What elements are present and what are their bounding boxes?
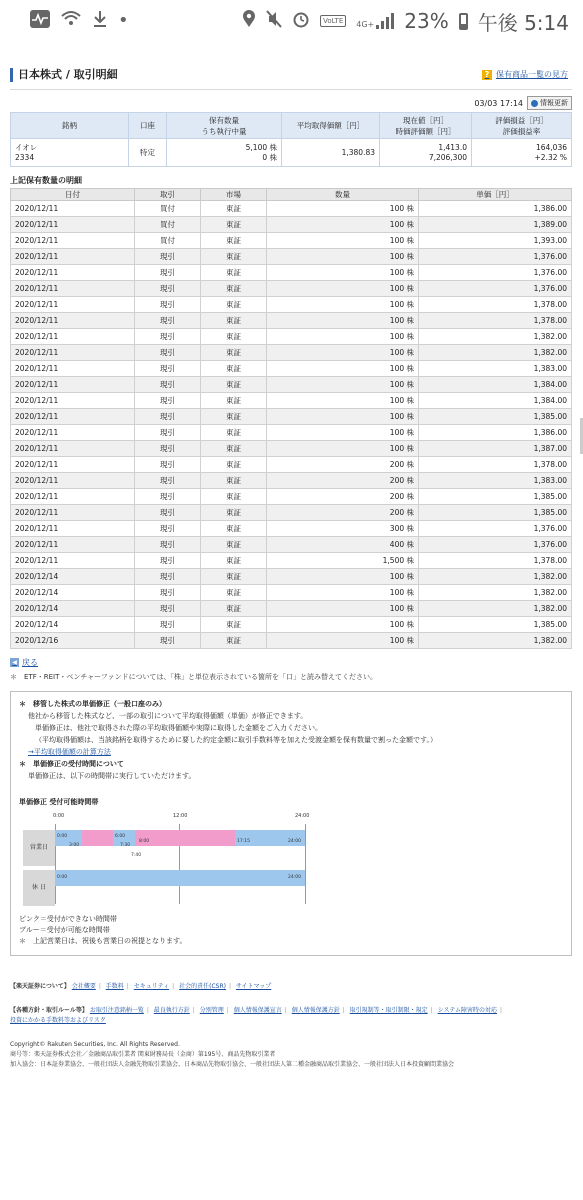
row-market: 東証: [201, 281, 267, 297]
date-row: [10, 94, 572, 112]
timetable-legend: [19, 914, 561, 947]
holding-summary-table: [10, 112, 572, 167]
update-button[interactable]: [527, 96, 572, 110]
label-0730: 7:30: [120, 843, 131, 848]
detail-row: [11, 409, 572, 425]
row-trade: 現引: [135, 569, 201, 585]
status-right: [242, 7, 569, 36]
row-quantity: 200 株: [267, 473, 419, 489]
detail-row: [11, 473, 572, 489]
avg-price: 1,380.83: [282, 139, 380, 167]
row-market: 東証: [201, 393, 267, 409]
row-date: 2020/12/11: [11, 489, 135, 505]
row-date: 2020/12/11: [11, 425, 135, 441]
download-icon: [92, 10, 108, 32]
row-trade: 買付: [135, 201, 201, 217]
row-trade: 現引: [135, 249, 201, 265]
row-date: 2020/12/11: [11, 313, 135, 329]
row-trade: 現引: [135, 553, 201, 569]
col-date: 日付: [11, 189, 135, 201]
stock-name-cell[interactable]: [11, 139, 129, 167]
row-quantity: 300 株: [267, 521, 419, 537]
row-unit-price: 1,382.00: [419, 633, 572, 649]
row-market: 東証: [201, 249, 267, 265]
detail-row: [11, 201, 572, 217]
timetable-title: 単価修正 受付可能時間帯: [19, 798, 99, 806]
bar-unavailable-2: [135, 830, 235, 846]
activity-icon: [30, 10, 50, 32]
row-date: 2020/12/11: [11, 361, 135, 377]
help-link[interactable]: [482, 69, 568, 80]
detail-row: [11, 601, 572, 617]
alarm-icon: [292, 10, 310, 32]
bar-available-holiday: [55, 870, 305, 886]
info-text-1: 他社から移管した株式など、一部の取引について平均取得価額（単価）が修正できます。: [28, 712, 308, 720]
row-market: 東証: [201, 553, 267, 569]
row-unit-price: 1,386.00: [419, 425, 572, 441]
battery-percent: 23%: [404, 9, 449, 33]
row-date: 2020/12/11: [11, 457, 135, 473]
col-qty: [167, 113, 282, 139]
row-date: 2020/12/11: [11, 345, 135, 361]
detail-row: [11, 553, 572, 569]
row-market: 東証: [201, 441, 267, 457]
detail-row: [11, 233, 572, 249]
etf-note: ＊ ETF・REIT・ベンチャーファンドについては、「株」と単位表示されている箇所を「口」と読み替えてください。: [10, 673, 378, 681]
row-unit-price: 1,378.00: [419, 313, 572, 329]
detail-row: [11, 441, 572, 457]
price-cell: [380, 139, 472, 167]
detail-row: [11, 265, 572, 281]
detail-row: [11, 537, 572, 553]
row-unit-price: 1,376.00: [419, 537, 572, 553]
row-market: 東証: [201, 329, 267, 345]
row-quantity: 100 株: [267, 361, 419, 377]
executing-qty: 0 株: [262, 152, 277, 162]
label-0800: 8:00: [139, 839, 150, 844]
footer-copyright: Copyright© Rakuten Securities, Inc. All Rights Reserved.: [10, 1041, 180, 1048]
detail-row: [11, 569, 572, 585]
row-trade: 現引: [135, 409, 201, 425]
row-date: 2020/12/14: [11, 617, 135, 633]
row-quantity: 100 株: [267, 601, 419, 617]
row-market: 東証: [201, 313, 267, 329]
grid-line-end: [305, 824, 306, 904]
refresh-icon: [531, 100, 538, 107]
row-trade: 現引: [135, 505, 201, 521]
row-unit-price: 1,383.00: [419, 361, 572, 377]
detail-row: [11, 345, 572, 361]
footer-company-row: 【楽天証券について】 会社概要 | 手数料 | セキュリティ | 社会的責任(CSR) | サイトマップ: [10, 983, 272, 990]
detail-row: [11, 393, 572, 409]
row-market: 東証: [201, 537, 267, 553]
network-type: 4G+: [356, 20, 375, 29]
row-date: 2020/12/11: [11, 249, 135, 265]
row-unit-price: 1,378.00: [419, 457, 572, 473]
detail-row: [11, 633, 572, 649]
row-trade: 現引: [135, 345, 201, 361]
row-trade: 現引: [135, 361, 201, 377]
col-market: 市場: [201, 189, 267, 201]
account-type: 特定: [129, 139, 167, 167]
help-link-label: 保有商品一覧の見方: [496, 70, 568, 79]
detail-row: [11, 329, 572, 345]
tick-start: 0:00: [53, 813, 65, 819]
row-market: 東証: [201, 217, 267, 233]
footer-link-best-execution[interactable]: 最良執行方針: [153, 1007, 190, 1014]
row-quantity: 100 株: [267, 297, 419, 313]
row-quantity: 1,500 株: [267, 553, 419, 569]
row-trade: 現引: [135, 585, 201, 601]
row-trade: 現引: [135, 617, 201, 633]
detail-table: [10, 188, 572, 649]
row-market: 東証: [201, 473, 267, 489]
row-trade: 現引: [135, 521, 201, 537]
row-unit-price: 1,384.00: [419, 377, 572, 393]
row-quantity: 200 株: [267, 457, 419, 473]
row-market: 東証: [201, 569, 267, 585]
footer-link-privacy-declaration[interactable]: 個人情報保護宣言: [233, 1007, 282, 1014]
row-date: 2020/12/11: [11, 233, 135, 249]
label-0740: 7:40: [131, 853, 142, 858]
detail-row: [11, 249, 572, 265]
detail-row: [11, 281, 572, 297]
row-market: 東証: [201, 601, 267, 617]
notification-dot-icon: •: [118, 10, 129, 31]
col-price-line2: 時価評価額［円］: [395, 126, 456, 136]
status-left: [30, 10, 129, 32]
detail-row: [11, 313, 572, 329]
footer-link-sitemap[interactable]: サイトマップ: [235, 983, 272, 990]
back-link-label: 戻る: [22, 658, 38, 667]
row-trade: 現引: [135, 473, 201, 489]
info-text-3: （平均取得価額は、当該銘柄を取得するために要した約定金額に取引手数料等を加えた受渡金額を保有数量で割った金額です。）: [35, 736, 437, 744]
info-text-4: 単価修正は、以下の時間帯に実行していただけます。: [28, 772, 196, 780]
row-market: 東証: [201, 297, 267, 313]
col-pl: [472, 113, 572, 139]
row-trade: 現引: [135, 633, 201, 649]
detail-header-row: [11, 189, 572, 201]
footer-policy-heading: 【各種方針・取引ルール等】: [10, 1007, 88, 1014]
row-trade: 現引: [135, 393, 201, 409]
label-2400: 24:00: [288, 839, 301, 844]
label-holiday-0000: 0:00: [57, 875, 68, 880]
profit-loss-rate: +2.32 %: [534, 152, 567, 162]
info-heading-transfer: ＊ 移管した株式の単価修正（一般口座のみ）: [19, 700, 166, 708]
row-quantity: 100 株: [267, 281, 419, 297]
row-trade: 現引: [135, 425, 201, 441]
row-trade: 現引: [135, 441, 201, 457]
row-quantity: 400 株: [267, 537, 419, 553]
footer-link-regulations[interactable]: 取引規制等・取引制限・規定: [349, 1007, 428, 1014]
row-date: 2020/12/11: [11, 553, 135, 569]
row-market: 東証: [201, 633, 267, 649]
row-market: 東証: [201, 505, 267, 521]
row-quantity: 100 株: [267, 329, 419, 345]
row-quantity: 100 株: [267, 569, 419, 585]
col-qty-line2: うち執行中量: [201, 126, 247, 136]
col-pl-line2: 評価損益率: [502, 126, 541, 136]
holding-qty: 5,100 株: [245, 142, 277, 152]
row-unit-price: 1,383.00: [419, 473, 572, 489]
last-updated: 03/03 17:14: [474, 98, 523, 108]
row-market: 東証: [201, 521, 267, 537]
footer-link-caution[interactable]: お取引注意銘柄一覧: [89, 1007, 144, 1014]
row-quantity: 100 株: [267, 265, 419, 281]
summary-row: [11, 139, 572, 167]
label-1715: 17:15: [237, 839, 250, 844]
info-heading-hours: ＊ 単価修正の受付時間について: [19, 760, 124, 768]
detail-row: [11, 505, 572, 521]
row-quantity: 100 株: [267, 425, 419, 441]
detail-row: [11, 377, 572, 393]
row-unit-price: 1,382.00: [419, 569, 572, 585]
col-price-line1: 現在値［円］: [403, 115, 448, 125]
back-link[interactable]: [10, 657, 572, 668]
row-unit-price: 1,382.00: [419, 601, 572, 617]
row-trade: 現引: [135, 457, 201, 473]
row-date: 2020/12/11: [11, 329, 135, 345]
summary-header-row: [11, 113, 572, 139]
footer-link-company[interactable]: 会社概要: [71, 983, 96, 990]
row-unit-price: 1,382.00: [419, 345, 572, 361]
tick-noon: 12:00: [173, 813, 188, 819]
row-quantity: 100 株: [267, 313, 419, 329]
row-date: 2020/12/11: [11, 505, 135, 521]
row-quantity: 100 株: [267, 441, 419, 457]
footer: [10, 982, 572, 1070]
tick-end: 24:00: [295, 813, 310, 819]
row-trade: 現引: [135, 377, 201, 393]
row-date: 2020/12/11: [11, 537, 135, 553]
legend-note: ＊ 上記営業日は、祝後も営業日の祝提となります。: [19, 937, 187, 945]
col-price: [380, 113, 472, 139]
footer-link-csr[interactable]: 社会的責任(CSR): [179, 983, 226, 990]
detail-row: [11, 217, 572, 233]
row-unit-price: 1,385.00: [419, 617, 572, 633]
detail-row: [11, 425, 572, 441]
col-trade: 取引: [135, 189, 201, 201]
back-arrow-icon: ◀: [10, 658, 19, 667]
detail-row: [11, 489, 572, 505]
row-quantity: 100 株: [267, 409, 419, 425]
col-account: 口座: [129, 113, 167, 139]
row-date: 2020/12/14: [11, 601, 135, 617]
row-quantity: 200 株: [267, 505, 419, 521]
col-avg: 平均取得価額［円］: [282, 113, 380, 139]
row-quantity: 100 株: [267, 249, 419, 265]
row-unit-price: 1,382.00: [419, 585, 572, 601]
row-date: 2020/12/11: [11, 521, 135, 537]
row-market: 東証: [201, 617, 267, 633]
footer-link-privacy-policy[interactable]: 個人情報保護方針: [291, 1007, 340, 1014]
footer-link-fees[interactable]: 手数料: [105, 983, 124, 990]
row-unit-price: 1,376.00: [419, 249, 572, 265]
row-quantity: 100 株: [267, 233, 419, 249]
row-quantity: 100 株: [267, 617, 419, 633]
row-unit-price: 1,386.00: [419, 201, 572, 217]
row-quantity: 100 株: [267, 345, 419, 361]
row-date: 2020/12/11: [11, 281, 135, 297]
detail-row: [11, 585, 572, 601]
row-unit-price: 1,376.00: [419, 281, 572, 297]
row-quantity: 100 株: [267, 393, 419, 409]
row-market: 東証: [201, 201, 267, 217]
row-unit-price: 1,385.00: [419, 505, 572, 521]
row-unit-price: 1,378.00: [419, 297, 572, 313]
row-unit-price: 1,389.00: [419, 217, 572, 233]
stock-name: イオレ: [15, 142, 38, 152]
row-quantity: 100 株: [267, 217, 419, 233]
row-unit-price: 1,393.00: [419, 233, 572, 249]
row-date: 2020/12/11: [11, 377, 135, 393]
help-icon: ?: [482, 70, 492, 80]
row-unit-price: 1,385.00: [419, 489, 572, 505]
col-unit-price: 単価［円］: [419, 189, 572, 201]
mute-icon: [266, 10, 282, 32]
row-trade: 現引: [135, 537, 201, 553]
legend-pink: ピンク＝受付ができない時間帯: [19, 915, 117, 923]
row-date: 2020/12/11: [11, 409, 135, 425]
calc-method-link[interactable]: →平均取得価額の計算方法: [28, 748, 111, 756]
row-quantity: 100 株: [267, 585, 419, 601]
row-trade: 現引: [135, 265, 201, 281]
battery-icon: [459, 13, 468, 30]
footer-link-security[interactable]: セキュリティ: [133, 983, 170, 990]
footer-link-risk[interactable]: 投資にかかる手数料等およびリスク: [10, 1017, 106, 1024]
row-market: 東証: [201, 457, 267, 473]
row-trade: 買付: [135, 233, 201, 249]
row-quantity: 200 株: [267, 489, 419, 505]
row-date: 2020/12/11: [11, 265, 135, 281]
row-date: 2020/12/14: [11, 585, 135, 601]
signal-icon: [356, 13, 394, 29]
col-quantity: 数量: [267, 189, 419, 201]
detail-row: [11, 361, 572, 377]
pl-cell: [472, 139, 572, 167]
footer-policy-row: 【各種方針・取引ルール等】 お取引注意銘柄一覧 | 最良執行方針 | 分別管理 | 個人情報保護宣言 | 個人情報保護方針 | 取引規制等・取引制限・規定 | システム障害時の対応 |: [10, 1007, 503, 1014]
detail-row: [11, 457, 572, 473]
current-price: 1,413.0: [438, 142, 467, 152]
title-row: [10, 62, 572, 90]
info-box: [10, 691, 572, 956]
row-label-business-day: 営業日: [23, 830, 55, 866]
row-unit-price: 1,382.00: [419, 329, 572, 345]
market-value: 7,206,300: [428, 152, 467, 162]
row-market: 東証: [201, 377, 267, 393]
row-trade: 現引: [135, 489, 201, 505]
col-qty-line1: 保有数量: [209, 115, 239, 125]
row-date: 2020/12/11: [11, 201, 135, 217]
row-market: 東証: [201, 265, 267, 281]
profit-loss: 164,036: [535, 142, 567, 152]
row-date: 2020/12/11: [11, 217, 135, 233]
label-0600: 6:00: [115, 834, 126, 839]
label-holiday-2400: 24:00: [288, 875, 301, 880]
row-unit-price: 1,376.00: [419, 265, 572, 281]
row-date: 2020/12/11: [11, 297, 135, 313]
wifi-calling-icon: [60, 10, 82, 32]
page-title: 日本株式 / 取引明細: [10, 68, 118, 82]
row-quantity: 100 株: [267, 201, 419, 217]
row-market: 東証: [201, 489, 267, 505]
row-trade: 現引: [135, 601, 201, 617]
row-date: 2020/12/11: [11, 441, 135, 457]
detail-section-title: 上記保有数量の明細: [10, 176, 82, 185]
row-market: 東証: [201, 585, 267, 601]
bar-unavailable-1: [82, 830, 113, 846]
label-0000: 0:00: [57, 834, 68, 839]
footer-link-system-failure[interactable]: システム障害時の対応: [437, 1007, 498, 1014]
row-date: 2020/12/11: [11, 393, 135, 409]
row-trade: 現引: [135, 297, 201, 313]
footer-associations: 加入協会：日本証券業協会、一般社団法人金融先物取引業協会、日本商品先物取引協会、一般社団法人第二種金融商品取引業協会、一般社団法人日本投資顧問業協会: [10, 1061, 455, 1068]
update-button-label: 情報更新: [540, 99, 568, 107]
info-text-2: 単価修正は、他社で取得された際の平均取得価額や実際に取得した金額をご入力ください。: [35, 724, 322, 732]
quantity-cell: [167, 139, 282, 167]
footer-link-segregation[interactable]: 分別管理: [199, 1007, 224, 1014]
row-unit-price: 1,378.00: [419, 553, 572, 569]
row-market: 東証: [201, 233, 267, 249]
label-0300: 3:00: [69, 843, 80, 848]
row-trade: 買付: [135, 217, 201, 233]
timetable: [23, 810, 323, 910]
detail-row: [11, 297, 572, 313]
row-unit-price: 1,384.00: [419, 393, 572, 409]
footer-license: 商号等：楽天証券株式会社／金融商品取引業者 関東財務局長（金商）第195号、商品先物取引業者: [10, 1051, 276, 1058]
row-date: 2020/12/11: [11, 473, 135, 489]
row-trade: 現引: [135, 329, 201, 345]
detail-row: [11, 617, 572, 633]
col-name: 銘柄: [11, 113, 129, 139]
status-bar: [0, 0, 583, 42]
page-content: [10, 62, 572, 956]
row-date: 2020/12/14: [11, 569, 135, 585]
detail-body: [11, 201, 572, 649]
footer-company-heading: 【楽天証券について】: [10, 983, 70, 990]
row-quantity: 100 株: [267, 633, 419, 649]
volte-badge: VoLTE: [320, 15, 346, 27]
row-unit-price: 1,387.00: [419, 441, 572, 457]
row-market: 東証: [201, 345, 267, 361]
row-trade: 現引: [135, 281, 201, 297]
row-quantity: 100 株: [267, 377, 419, 393]
row-unit-price: 1,385.00: [419, 409, 572, 425]
stock-code: 2334: [15, 152, 35, 162]
detail-row: [11, 521, 572, 537]
col-pl-line1: 評価損益［円］: [495, 115, 548, 125]
row-label-holiday: 休 日: [23, 870, 55, 906]
row-market: 東証: [201, 425, 267, 441]
row-market: 東証: [201, 361, 267, 377]
legend-blue: ブルー＝受付が可能な時間帯: [19, 926, 110, 934]
row-market: 東証: [201, 409, 267, 425]
footer-risk-row: [10, 1016, 572, 1026]
clock: 午後 5:14: [477, 10, 569, 35]
row-date: 2020/12/16: [11, 633, 135, 649]
location-icon: [242, 10, 256, 32]
row-unit-price: 1,376.00: [419, 521, 572, 537]
row-trade: 現引: [135, 313, 201, 329]
